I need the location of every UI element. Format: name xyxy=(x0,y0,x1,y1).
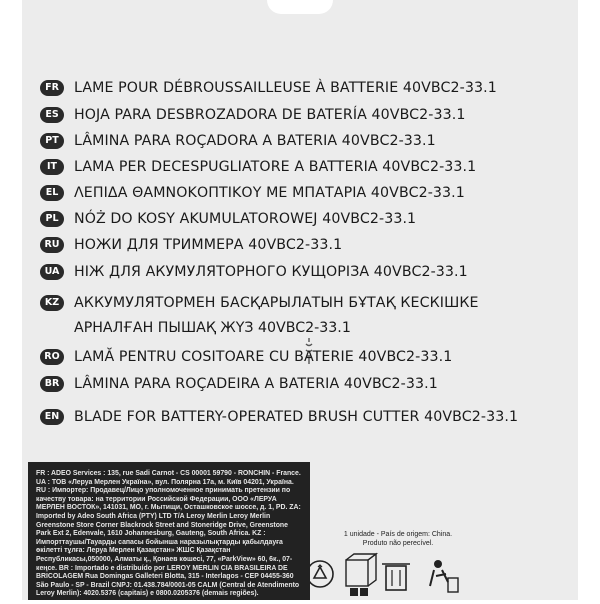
line-ro xyxy=(40,349,452,365)
symbols-row xyxy=(298,552,578,600)
line-pt xyxy=(40,133,436,149)
language-badge: RU xyxy=(40,237,64,253)
product-name: НОЖИ ДЛЯ ТРИММЕРА 40VBC2-33.1 xyxy=(74,237,343,253)
mobius-recycling-icon xyxy=(307,561,333,587)
language-badge: KZ xyxy=(40,295,64,311)
product-name: BLADE FOR BATTERY-OPERATED BRUSH CUTTER 40VBC2-33.1 xyxy=(74,409,519,425)
language-badge: ES xyxy=(40,107,64,123)
language-badge: IT xyxy=(40,159,64,175)
line-en xyxy=(40,409,518,425)
line-pl xyxy=(40,211,416,227)
product-name: HOJA PARA DESBROZADORA DE BATERÍA 40VBC2-33.1 xyxy=(74,107,466,123)
language-badge: PT xyxy=(40,133,64,149)
language-badge: PL xyxy=(40,211,64,227)
line-it xyxy=(40,159,476,175)
language-badge: BR xyxy=(40,376,64,392)
legal-info-box xyxy=(28,462,310,600)
product-name: LAMA PER DECESPUGLIATORE A BATTERIA 40VBC2-33.1 xyxy=(74,159,477,175)
product-name: LAME POUR DÉBROUSSAILLEUSE À BATTERIE 40VBC2-33.1 xyxy=(74,80,497,96)
line-kz xyxy=(40,295,479,311)
legal-text: FR : ADEO Services : 135, rue Sadi Carnot - CS 00001 59790 - RONCHIN - France. UA : ТОВ «Леруа Мерлен Україна», вул. Полярна 17а, м. Київ 04201, Україна. RU : Импортер: Продавец/Лицо уполномоченное принимать претензии по качеству товара: на территории Российской Федерации, ООО «ЛЕРУА МЕРЛЕН ВОСТОК», 141031, МО, г. Мытищи, Осташковское шоссе, д. 1, PD. ZA: Imported by Adeo South Africa (PTY) LTD T/A Leroy Merlin Leroy Merlin Greenstone Store Corner Blackrock Street and Stoneridge Drive, Greenstone Park Ext 2, Edenvale, 1610 Johannesburg, Gauteng, South Africa. KZ : Импорттаушы/Тауарды сапасы бойынша наразылықтарды қабылдауға өкілетті тұлға: Леруа Мерлен Қазақстан» ЖШС Қазақстан Республикасы,050000, Алматы қ., Қонаев көшесі, 77, «ParkView» 60, 6к., 07-кеңсе. BR : Importado e distribuído por LEROY MERLIN CIA BRASILEIRA DE BRICOLAGEM Rua Domingas Galleteri Blotta, 315 - Interlagos - CEP 04455-360 São Paulo - SP - Brazil CNPJ: 01.438.784/0001-05 CALM (Central de Atendimento Leroy Merlin): 4020.5376 (capitais) e 0800.0205376 (demais regiões). xyxy=(36,470,301,598)
product-name: LAMĂ PENTRU COSITOARE CU BATERIE 40VBC2-33.1 xyxy=(74,349,453,365)
language-badge: EN xyxy=(40,409,64,425)
hang-hole xyxy=(267,0,333,14)
waste-bin-icon xyxy=(382,564,410,590)
perishability: Produto não perecível. xyxy=(362,540,434,547)
product-name: LÂMINA PARA ROÇADORA A BATERIA 40VBC2-33.1 xyxy=(74,133,436,149)
packaging-recycling-icon xyxy=(346,554,376,596)
product-name-continued: АРНАЛҒАН ПЫШАҚ ЖҮЗ 40VBC2-33.1 xyxy=(74,320,351,336)
line-el xyxy=(40,185,465,201)
line-ru xyxy=(40,237,342,253)
language-badge: UA xyxy=(40,264,64,280)
language-badge: RO xyxy=(40,349,64,365)
product-info xyxy=(318,530,478,548)
product-name: LÂMINA PARA ROÇADEIRA A BATERIA 40VBC2-33.1 xyxy=(74,376,438,392)
line-fr xyxy=(40,80,497,96)
line-ua xyxy=(40,264,468,280)
product-name: ΛΕΠΙΔΑ ΘΑΜΝΟΚΟΠΤΙΚΟΥ ΜΕ ΜΠΑΤΑΡΙΑ 40VBC2-33.1 xyxy=(74,185,465,201)
line-br xyxy=(40,376,438,392)
language-badge: FR xyxy=(40,80,64,96)
product-name: NÓŻ DO KOSY AKUMULATOROWEJ 40VBC2-33.1 xyxy=(74,211,417,227)
product-name: АККУМУЛЯТОРМЕН БАСҚАРЫЛАТЫН БҰТАҚ КЕСКІШКЕ xyxy=(74,295,479,311)
tidyman-icon xyxy=(430,560,458,592)
line-es xyxy=(40,107,466,123)
quantity-origin: 1 unidade - País de origem: China. xyxy=(343,531,453,538)
product-name: НІЖ ДЛЯ АКУМУЛЯТОРНОГО КУЩОРІЗА 40VBC2-33.1 xyxy=(74,264,468,280)
language-badge: EL xyxy=(40,185,64,201)
